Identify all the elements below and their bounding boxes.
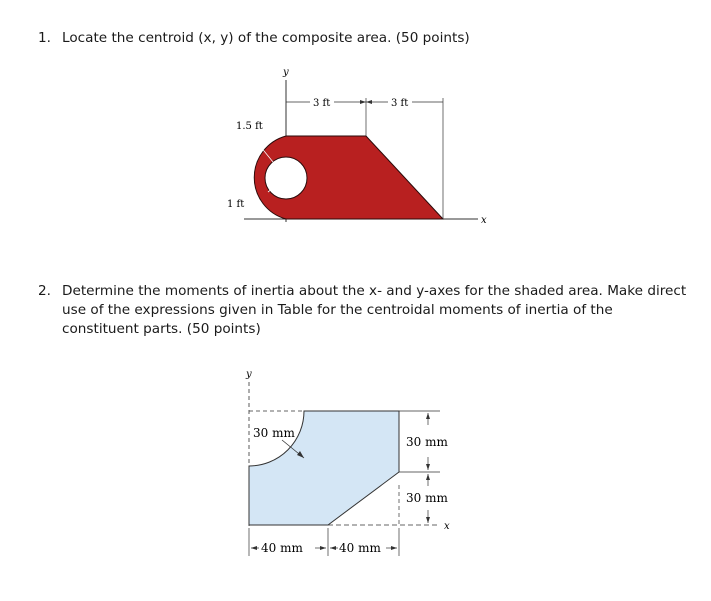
fig2-dim-radius: 30 mm [253, 426, 295, 440]
fig2-dim-top-height: 30 mm [406, 435, 448, 449]
fig2-arrow [426, 517, 430, 523]
fig2-dim-right-width: 40 mm [339, 541, 381, 555]
fig1-dim-radius-inner: 1 ft [227, 199, 245, 210]
fig2-y-label: y [246, 369, 252, 380]
fig2-arrow [426, 464, 430, 470]
fig2-x-label: x [444, 521, 450, 532]
fig1-x-label: x [481, 215, 487, 226]
fig2-dim-left-width: 40 mm [261, 541, 303, 555]
fig2-arrow [426, 413, 430, 419]
fig2-dim-bottom-height: 30 mm [406, 491, 448, 505]
question-2-text: Determine the moments of inertia about the x- and y-axes for the shaded area. Make direct use of the expressions given in Table for the centroidal moments of inertia of the constituent parts. (50 points) [62, 283, 687, 337]
fig2-arrow [426, 474, 430, 480]
fig1-dim-radius-outer: 1.5 ft [236, 121, 263, 132]
question-1-number: 1. [38, 30, 51, 46]
fig1-dim-right-width: 3 ft [391, 98, 409, 109]
question-2-number: 2. [38, 283, 51, 299]
fig1-dim-left-width: 3 ft [313, 98, 331, 109]
question-1-text: Locate the centroid (x, y) of the composite area. (50 points) [62, 30, 470, 46]
fig1-y-label: y [283, 67, 289, 78]
